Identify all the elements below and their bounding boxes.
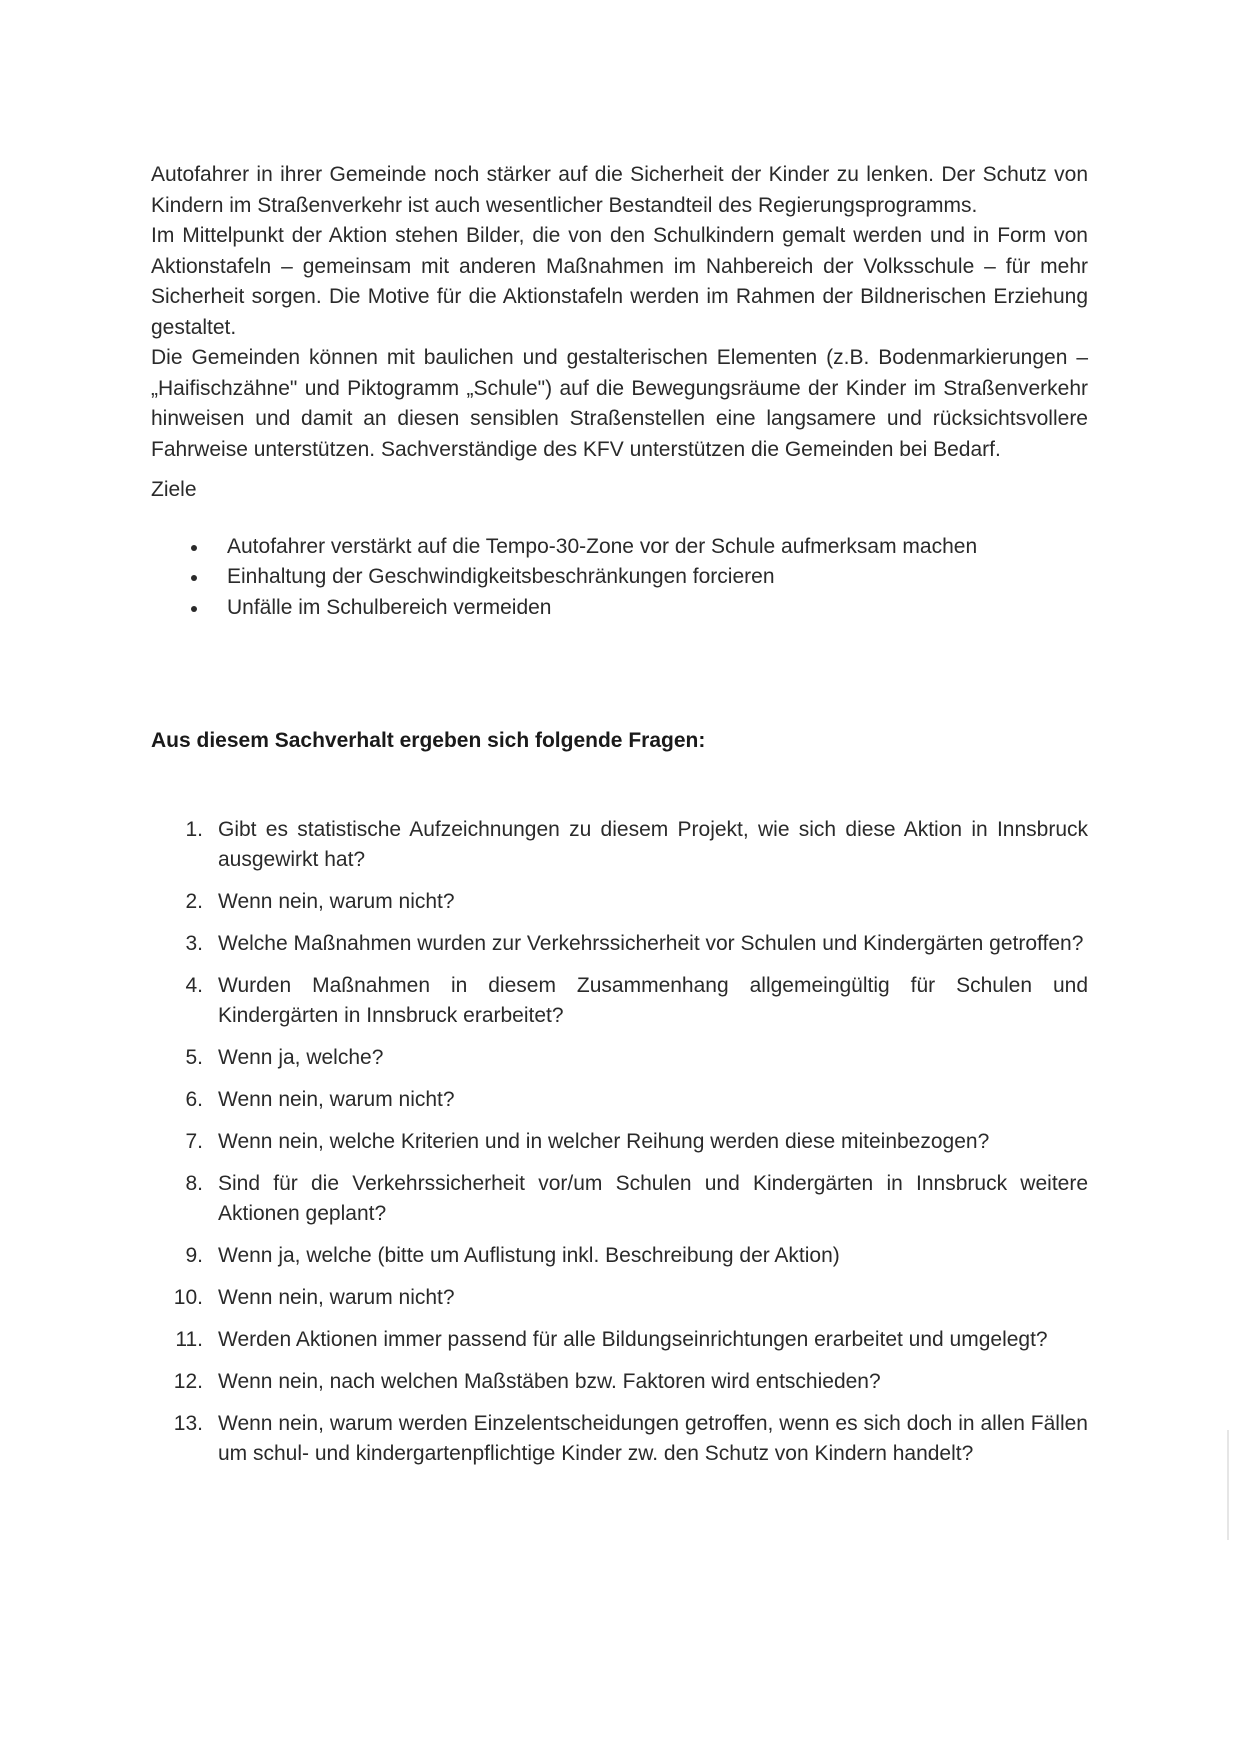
question-number: 9. [185, 1243, 203, 1267]
bullet-icon [191, 545, 197, 551]
question-number: 6. [185, 1087, 203, 1111]
question-item [151, 1085, 1088, 1115]
question-text: Wenn nein, warum werden Einzelentscheidungen getroffen, wenn es sich doch in allen Fällen um schul- und kindergartenpflichtige Kinder zw. den Schutz von Kindern handelt? [218, 1411, 1088, 1465]
scan-edge-divider [1227, 1430, 1229, 1540]
question-text: Werden Aktionen immer passend für alle Bildungseinrichtungen erarbeitet und umgelegt? [218, 1327, 1048, 1351]
list-item [191, 562, 1088, 593]
question-text: Wenn ja, welche (bitte um Auflistung inkl. Beschreibung der Aktion) [218, 1243, 840, 1267]
question-number: 3. [185, 931, 203, 955]
question-number: 7. [185, 1129, 203, 1153]
ziele-list [151, 532, 1088, 624]
bullet-icon [191, 575, 197, 581]
question-number: 1. [185, 817, 203, 841]
question-item [151, 887, 1088, 917]
question-text: Wenn nein, welche Kriterien und in welcher Reihung werden diese miteinbezogen? [218, 1129, 990, 1153]
question-text: Wurden Maßnahmen in diesem Zusammenhang allgemeingültig für Schulen und Kindergärten in Innsbruck erarbeitet? [218, 973, 1088, 1027]
bullet-icon [191, 606, 197, 612]
question-item [151, 1169, 1088, 1229]
question-number: 13. [173, 1411, 203, 1435]
question-text: Welche Maßnahmen wurden zur Verkehrssicherheit vor Schulen und Kindergärten getroffen? [218, 931, 1084, 955]
ziel-text: Unfälle im Schulbereich vermeiden [227, 595, 552, 619]
question-text: Wenn nein, warum nicht? [218, 1285, 455, 1309]
question-item [151, 1127, 1088, 1157]
question-number: 2. [185, 889, 203, 913]
question-text: Wenn nein, warum nicht? [218, 889, 455, 913]
question-number: 12. [173, 1369, 203, 1393]
ziel-text: Autofahrer verstärkt auf die Tempo-30-Zone vor der Schule aufmerksam machen [227, 534, 978, 558]
paragraph-gemeinden: Die Gemeinden können mit baulichen und gestalterischen Elementen (z.B. Bodenmarkierungen – „Haifischzähne" und Piktogramm „Schule") auf die Bewegungsräume der Kinder im Straßenverkehr hinweisen und damit an diesen sensiblen Straßenstellen eine langsamere und rücksichtsvollere Fahrweise unterstützen. Sachverständige des KFV unterstützen die Gemeinden bei Bedarf. [151, 346, 1088, 461]
question-item [151, 971, 1088, 1031]
question-item [151, 1241, 1088, 1271]
question-item [151, 1409, 1088, 1469]
questions-heading: Aus diesem Sachverhalt ergeben sich folgende Fragen: [151, 729, 706, 752]
question-text: Wenn nein, nach welchen Maßstäben bzw. Faktoren wird entschieden? [218, 1369, 881, 1393]
paragraph-aktion: Im Mittelpunkt der Aktion stehen Bilder, die von den Schulkindern gemalt werden und in Form von Aktionstafeln – gemeinsam mit anderen Maßnahmen im Nahbereich der Volksschule – für mehr Sicherheit sorgen. Die Motive für die Aktionstafeln werden im Rahmen der Bildnerischen Erziehung gestaltet. [151, 224, 1088, 339]
question-item [151, 815, 1088, 875]
question-text: Wenn nein, warum nicht? [218, 1087, 455, 1111]
question-number: 8. [185, 1171, 203, 1195]
question-item [151, 1283, 1088, 1313]
question-text: Wenn ja, welche? [218, 1045, 384, 1069]
question-text: Gibt es statistische Aufzeichnungen zu diesem Projekt, wie sich diese Aktion in Innsbruck ausgewirkt hat? [218, 817, 1088, 871]
question-item [151, 929, 1088, 959]
list-item [191, 593, 1088, 624]
question-text: Sind für die Verkehrssicherheit vor/um Schulen und Kindergärten in Innsbruck weitere Aktionen geplant? [218, 1171, 1088, 1225]
paragraph-intro: Autofahrer in ihrer Gemeinde noch stärker auf die Sicherheit der Kinder zu lenken. Der Schutz von Kindern im Straßenverkehr ist auch wesentlicher Bestandteil des Regierungsprogramms. [151, 163, 1088, 217]
question-item [151, 1043, 1088, 1073]
ziele-label: Ziele [151, 478, 197, 501]
question-item [151, 1325, 1088, 1355]
questions-list [151, 815, 1088, 1469]
question-item [151, 1367, 1088, 1397]
ziel-text: Einhaltung der Geschwindigkeitsbeschränkungen forcieren [227, 565, 775, 588]
question-number: 5. [185, 1045, 203, 1069]
list-item [191, 532, 1088, 563]
question-number: 4. [185, 973, 203, 997]
question-number: 10. [173, 1285, 203, 1309]
question-number: 11. [175, 1327, 203, 1351]
document-body [151, 160, 1088, 1481]
